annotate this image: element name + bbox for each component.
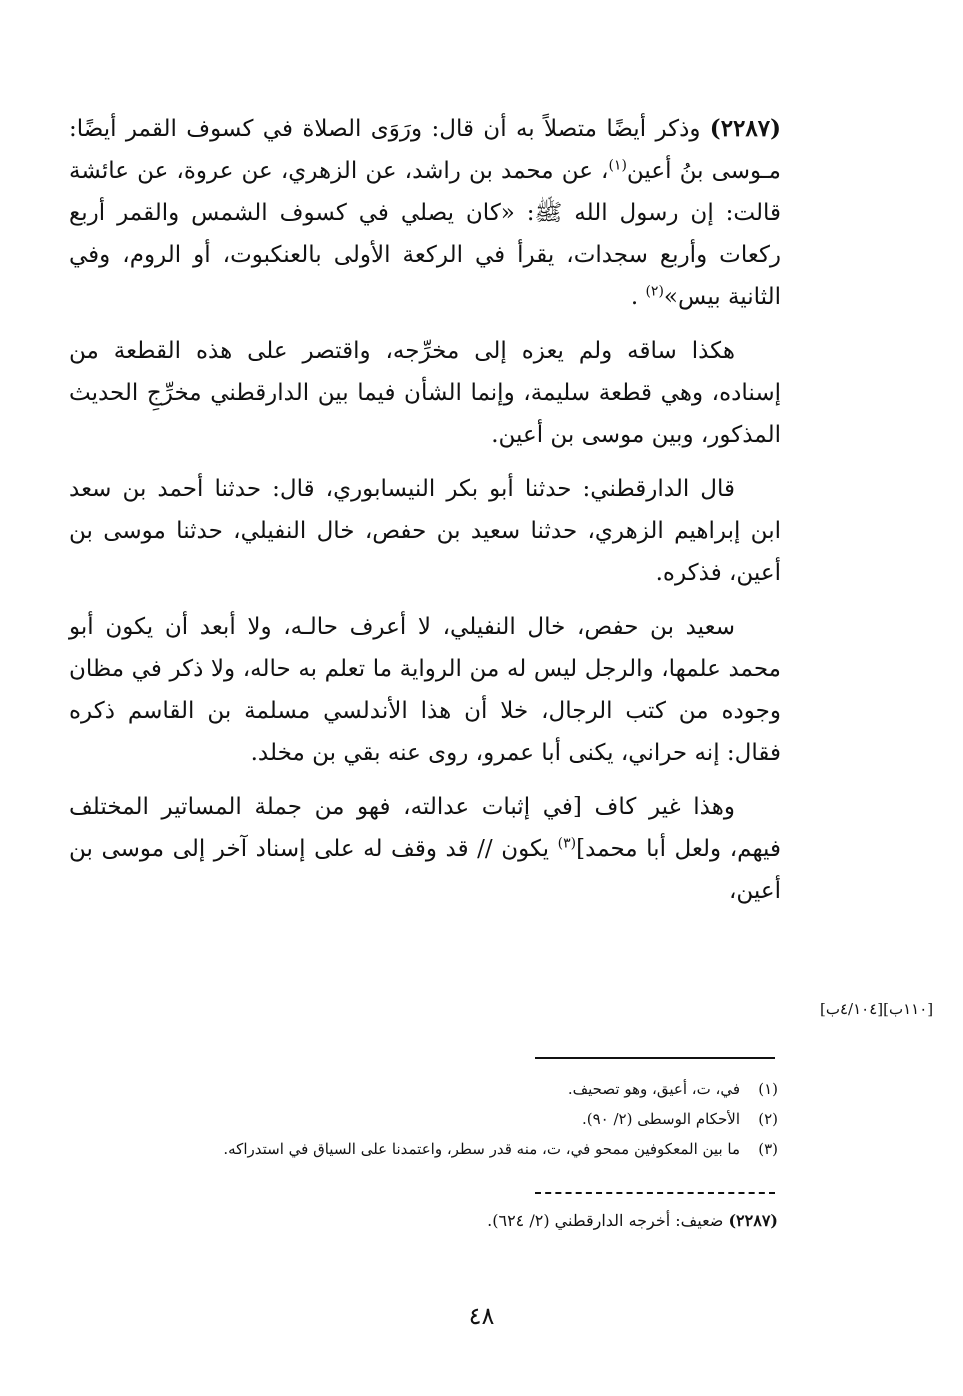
manuscript-margin-note: [١١٠ب][٤/١٠٤ب] [820, 1000, 934, 1018]
page-number: ٤٨ [468, 1302, 495, 1330]
takhrij-text: ضعيف: أخرجه الدارقطني (٢/ ٦٢٤). [487, 1211, 729, 1230]
footnote-number: (٢) [758, 1110, 778, 1128]
paragraph-conclusion [69, 786, 781, 912]
main-text [69, 108, 781, 924]
paragraph-commentary: هكذا ساقه ولم يعزه إلى مخرِّجه، واقتصر على هذه القطعة من إسناده، وهي قطعة سليمة، وإنما الشأن فيما بين الدارقطني مخرِّجِ الحديث المذكور، وبين موسى بن أعين. [69, 338, 781, 448]
takhrij-note [487, 1206, 778, 1236]
footnote-text: ما بين المعكوفين ممحو في، ت، منه قدر سطر، واعتمدنا على السياق في استدراكه. [223, 1140, 740, 1158]
footnote-text: في، ت، أعيق، وهو تصحيف. [567, 1080, 740, 1098]
paragraph-text: يكون // قد وقف له على إسناد آخر إلى موسى بن أعين، [69, 836, 781, 904]
footnote [138, 1134, 778, 1164]
footnote-number: (١) [758, 1080, 778, 1098]
footnote-number: (٣) [758, 1140, 778, 1158]
footnotes [138, 1074, 778, 1164]
paragraph-text: وذكر أيضًا متصلاً به أن قال: ورَوَى الصلاة في كسوف القمر أيضًا: مـوسى بنُ أعين [69, 116, 781, 184]
takhrij-number: (٢٢٨٧) [728, 1211, 778, 1230]
footnote-divider [535, 1057, 775, 1059]
paragraph-isnad: قال الدارقطني: حدثنا أبو بكر النيسابوري، قال: حدثنا أحمد بن سعد ابن إبراهيم الزهري، حدثنا سعيد بن حفص، خال النفيلي، حدثنا موسى بن أعين، فذكره. [69, 476, 781, 586]
footnote-marker: (٣) [557, 835, 577, 852]
paragraph-text: ، عن محمد بن راشد، عن الزهري، عن عروة، عن عائشة قالت: إن رسول الله ﷺ: «كان يصلي في كسوف الشمس والقمر أربع ركعات وأربع سجدات، يقرأ في الركعة الأولى بالعنكبوت، أو الروم، وفي الثانية بيس» [69, 158, 781, 310]
paragraph-hadith [69, 108, 781, 318]
footnote [138, 1104, 778, 1134]
footnote-marker: (٢) [645, 283, 664, 300]
paragraph-text: . [630, 284, 646, 310]
footnote [138, 1074, 778, 1104]
footnote-text: الأحكام الوسطى (٢/ ٩٠). [581, 1110, 740, 1128]
hadith-number: (٢٢٨٧) [709, 115, 781, 142]
footnote-marker: (١) [608, 157, 627, 174]
paragraph-text: وهذا غير كاف [في إثبات عدالته، فهو من جملة المساتير المختلف فيهم، ولعل أبا محمد] [69, 794, 781, 862]
takhrij-divider [535, 1192, 775, 1194]
paragraph-narrator: سعيد بن حفص، خال النفيلي، لا أعرف حالـه، ولا أبعد أن يكون أبو محمد علمها، والرجل ليس له من الرواية ما تعلم به حاله، ولا ذكر في مظان وجوده من كتب الرجال، خلا أن هذا الأندلسي مسلمة بن القاسم ذكره فقال: إنه حراني، يكنى أبا عمرو، روى عنه بقي بن مخلد. [69, 614, 781, 766]
